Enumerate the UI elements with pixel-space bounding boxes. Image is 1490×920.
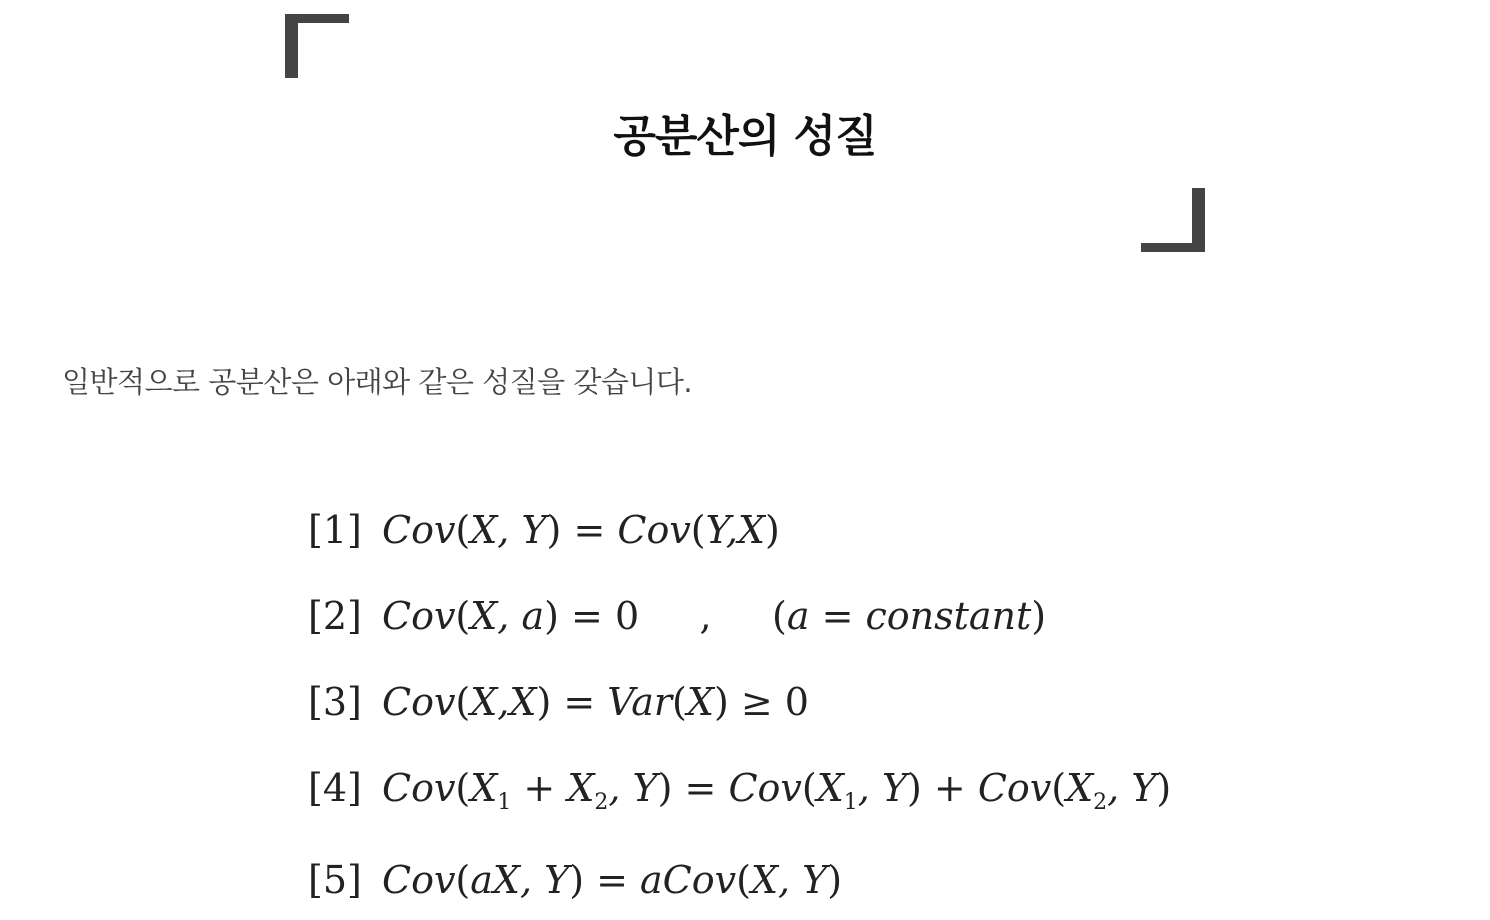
- formula-1: [308, 508, 780, 552]
- formula-expression: Cov(X, a) = 0 , (a = constant): [382, 594, 1047, 638]
- formula-4: [308, 766, 1171, 815]
- formula-2: [308, 594, 1046, 638]
- formula-number: [5]: [308, 858, 362, 902]
- formula-expression: Cov(X, Y) = Cov(Y,X): [382, 508, 780, 552]
- formula-number: [4]: [308, 766, 362, 810]
- formula-number: [3]: [308, 680, 362, 724]
- formula-5: [308, 858, 842, 902]
- formula-number: [1]: [308, 508, 362, 552]
- formula-3: [308, 680, 809, 724]
- formula-expression: Cov(aX, Y) = aCov(X, Y): [382, 858, 843, 902]
- corner-bracket-bottom-right: [1141, 188, 1205, 252]
- formula-expression: Cov(X,X) = Var(X) ≥ 0: [382, 680, 809, 724]
- formula-number: [2]: [308, 594, 362, 638]
- page-title: 공분산의 성질: [613, 111, 877, 162]
- formula-expression: $Cov(X_1 + X_2$, $Y) = Cov(X_1$, $Y) + Cov(X_2$, Y): [382, 766, 1172, 815]
- corner-bracket-top-left: [285, 14, 349, 78]
- intro-text: 일반적으로 공분산은 아래와 같은 성질을 갖습니다.: [62, 365, 693, 399]
